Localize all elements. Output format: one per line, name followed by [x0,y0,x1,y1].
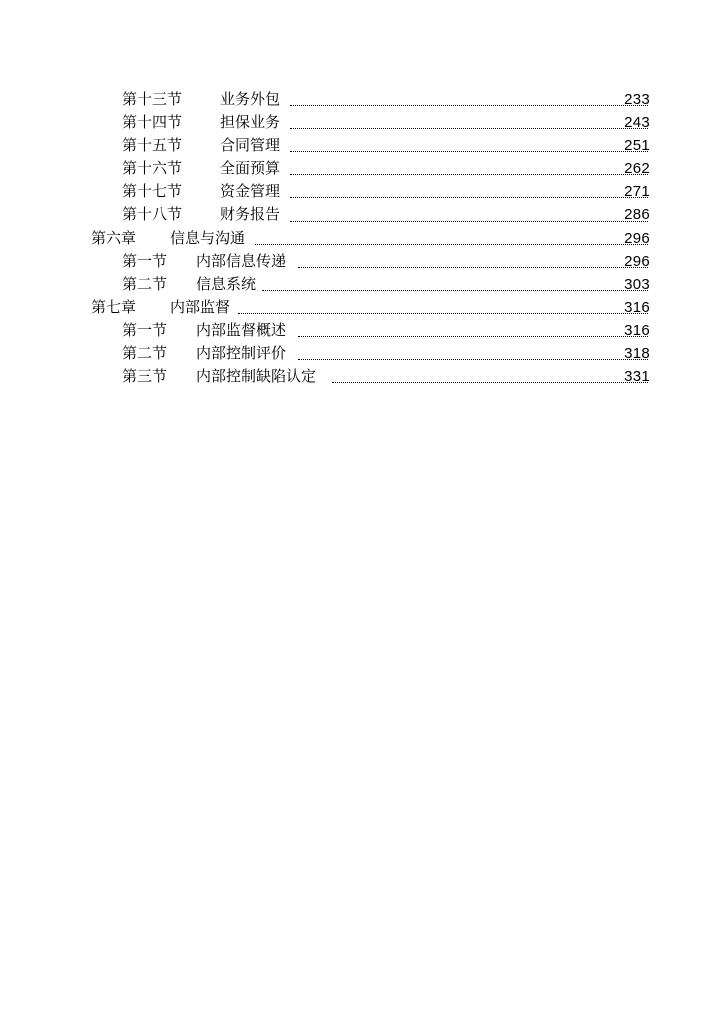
toc-entry-page: 316 [624,321,650,339]
toc-entry-number: 第十三节 [122,90,183,108]
toc-entry-number: 第一节 [122,320,168,339]
toc-entry-number: 第一节 [122,251,168,270]
toc-entry-number: 第三节 [122,367,168,386]
toc-chapter-entry[interactable] [0,296,724,319]
toc-entry-title: 内部监督 [170,296,232,319]
toc-entry-title: 全面预算 [220,157,282,180]
dot-leader [255,244,648,245]
toc-entry-number: 第十六节 [122,159,183,178]
toc-entry-page: 331 [624,368,650,386]
toc-entry-page: 318 [624,345,650,363]
toc-entry-number: 第二节 [122,274,168,293]
toc-entry[interactable] [0,134,724,157]
dot-leader [238,313,648,314]
toc-entry[interactable] [0,342,724,365]
toc-entry-number: 第七章 [91,297,137,316]
toc-entry[interactable] [0,250,724,273]
toc-chapter-entry[interactable] [0,227,724,250]
toc-entry-number: 第二节 [122,344,168,363]
table-of-contents [0,88,724,388]
dot-leader [290,151,648,152]
toc-entry-number: 第十八节 [122,205,183,224]
dot-leader [290,197,648,198]
toc-entry[interactable] [0,157,724,180]
toc-entry-title: 内部信息传递 [196,250,288,273]
toc-entry-title: 信息系统 [196,273,258,296]
toc-entry-page: 233 [624,91,650,108]
toc-entry-title: 担保业务 [220,111,282,134]
dot-leader [290,174,648,175]
dot-leader [332,382,648,383]
toc-entry[interactable] [0,203,724,226]
dot-leader [298,267,648,268]
toc-entry-page: 243 [624,114,650,132]
toc-entry-page: 262 [624,160,650,178]
toc-entry-title: 合同管理 [220,134,282,157]
toc-entry-title: 内部控制缺陷认定 [196,365,318,388]
toc-entry[interactable] [0,365,724,388]
dot-leader [290,221,648,222]
toc-entry-title: 业务外包 [220,88,282,111]
toc-entry-title: 内部控制评价 [196,342,288,365]
toc-entry-page: 296 [624,252,650,270]
toc-entry-number: 第十七节 [122,182,183,201]
toc-entry-title: 资金管理 [220,180,282,203]
toc-entry[interactable] [0,319,724,342]
toc-entry-page: 286 [624,206,650,224]
dot-leader [298,359,648,360]
toc-entry[interactable] [0,111,724,134]
toc-entry-number: 第六章 [91,228,137,247]
toc-entry-page: 316 [624,298,650,316]
toc-entry-page: 296 [624,229,650,247]
toc-entry-title: 信息与沟通 [170,227,247,250]
dot-leader [298,336,648,337]
dot-leader [290,128,648,129]
toc-entry-number: 第十四节 [122,113,183,132]
toc-entry-title: 内部监督概述 [196,319,288,342]
toc-entry-number: 第十五节 [122,136,183,155]
toc-entry-title: 财务报告 [220,203,282,226]
toc-entry-page: 271 [624,183,650,201]
toc-entry-page: 251 [624,137,650,155]
toc-entry[interactable] [0,88,724,111]
dot-leader [262,290,648,291]
toc-entry[interactable] [0,273,724,296]
toc-entry-page: 303 [624,275,650,293]
dot-leader [290,105,648,106]
toc-entry[interactable] [0,180,724,203]
